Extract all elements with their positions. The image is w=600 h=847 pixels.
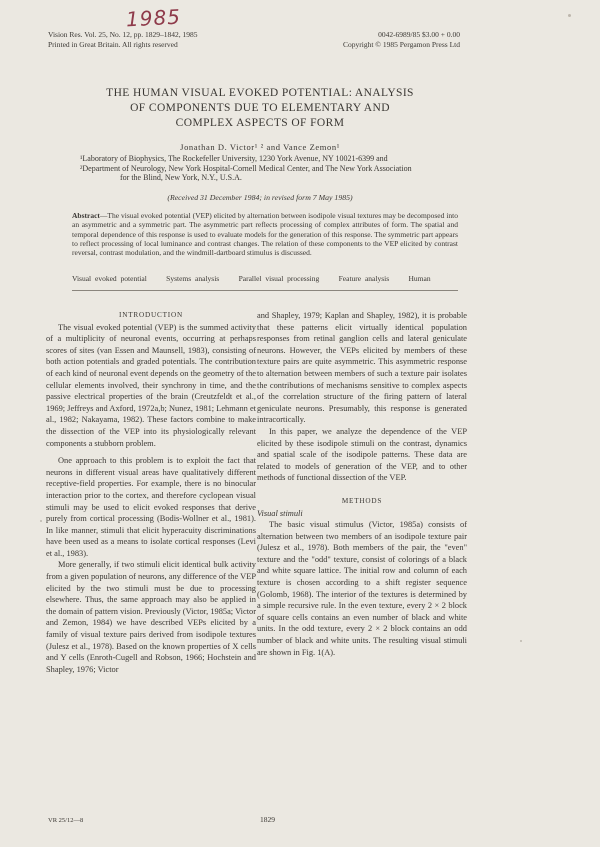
paragraph: and Shapley, 1979; Kaplan and Shapley, 1982), it is probable that these patterns elicit virtually identical population responses from retinal ganglion cells and lateral geniculate neurons. However, the VEPs elicited by members of these texture pairs are quite asymmetric. This asymmetric response to alternation between members of such a texture pair isolates the contributions of mechanisms sensitive to complex aspects of the correlation structure of the firing pattern of lateral geniculate neurons. Presumably, this response is generated intracortically. <box>257 311 467 425</box>
copyright-block <box>343 30 460 50</box>
affiliation-line: for the Blind, New York, N.Y., U.S.A. <box>120 173 242 182</box>
footer-code: VR 25/12—8 <box>48 817 84 824</box>
journal-printed-line: Printed in Great Britain. All rights reserved <box>48 40 178 49</box>
journal-citation-line: Vision Res. Vol. 25, No. 12, pp. 1829–1842, 1985 <box>48 30 198 39</box>
keyword: Feature analysis <box>338 274 390 283</box>
scan-speck <box>40 520 42 522</box>
affiliation-line: ¹Laboratory of Biophysics, The Rockefeller University, 1230 York Avenue, NY 10021-6399 and <box>80 154 388 163</box>
affiliations <box>80 154 445 183</box>
received-dates: (Received 31 December 1984; in revised form 7 May 1985) <box>167 193 353 202</box>
keyword: Systems analysis <box>166 274 220 283</box>
paragraph: The visual evoked potential (VEP) is the summed activity of a multiplicity of neuronal events, occurring at perhaps scores of sites (van Essen and Maunsell, 1983), consisting of both action potentials and graded potentials. The contribution of each kind of neuronal event depends on the geometry of the cellular elements involved, their synchrony in time, and the passive electrical properties of the brain (Creutzfeldt et al., 1969; Jeffreys and Axford, 1972a,b; Nunez, 1981; Lehmann et al., 1982; Nakayama, 1982). These factors combine to make the dissection of the VEP into its physiologically relevant components a stubborn problem. <box>46 322 256 448</box>
paragraph: More generally, if two stimuli elicit identical bulk activity from a given population of neurons, any difference of the VEP elicited by the two stimuli must be due to processing elsewhere. Thus, the same approach may also be applied in the domain of pattern vision. Previously (Victor, 1985a; Victor and Zemon, 1984) we have described VEPs elicited by a family of visual texture pairs derived from isodipole textures (Julesz et al., 1978). Based on the known properties of X cells and Y cells (Enroth-Cugell and Robson, 1966; Hochstein and Shapley, 1976; Victor <box>46 560 256 674</box>
paragraph: The basic visual stimulus (Victor, 1985a) consists of alternation between two members of an isodipole texture pair (Julesz et al., 1978). Both members of the pair, the "even" texture and the "odd" texture, consist of colorings of a black and white square lattice. The initial row and column of each texture is chosen according to a shift register sequence (Golomb, 1968). The interior of the textures is determined by a simple recursive rule. In the even texture, every 2 × 2 block of square cells contains an even number of black and white units. In the odd texture, every 2 × 2 block contains an odd number of black and white units. The resulting visual stimuli are shown in Fig. 1(A). <box>257 520 467 657</box>
keyword: Visual evoked potential <box>72 274 147 283</box>
issn-code: 0042-6989/85 $3.00 + 0.00 <box>378 30 460 39</box>
journal-citation <box>48 30 198 50</box>
abstract-text: —The visual evoked potential (VEP) elicited by alternation between isodipole visual textures may be decomposed into an asymmetric and a symmetric part. The asymmetric part reflects processing of complex attributes of form. The spatial and temporal dependence of this response is used to evaluate models for the generation of this response. The symmetric part appears to reflect processing of local luminance and contrast changes. The relation of these components to the VEP elicited by contrast reversal, contrast modulation, and the windmill-dartboard stimulus is discussed. <box>72 211 458 258</box>
visual-stimuli-subheading: Visual stimuli <box>257 508 303 518</box>
title-line: OF COMPONENTS DUE TO ELEMENTARY AND <box>130 102 390 114</box>
title-line: THE HUMAN VISUAL EVOKED POTENTIAL: ANALYSIS <box>106 87 414 99</box>
affiliation-line: ²Department of Neurology, New York Hospital-Cornell Medical Center, and The New York Association <box>80 163 412 173</box>
paper-title <box>60 86 460 131</box>
right-column <box>257 310 467 658</box>
handwritten-year-note: 1985 <box>125 4 182 32</box>
copyright-line: Copyright © 1985 Pergamon Press Ltd <box>342 40 460 49</box>
divider <box>72 290 458 291</box>
introduction-heading: INTRODUCTION <box>119 311 183 319</box>
abstract-label: Abstract <box>72 211 100 220</box>
paragraph: In this paper, we analyze the dependence of the VEP elicited by these isodipole stimuli on the contrast, dynamics and spatial scale of the isodipole patterns. These data are related to models of generation of the VEP, and to other methods of functional dissection of the VEP. <box>257 426 467 483</box>
keywords <box>72 274 472 283</box>
page-number: 1829 <box>260 815 275 824</box>
keyword: Human <box>408 274 431 283</box>
abstract <box>72 211 458 257</box>
scan-speck <box>520 640 522 642</box>
left-column <box>46 310 256 675</box>
methods-heading: METHODS <box>341 496 383 505</box>
scan-speck <box>568 14 571 17</box>
keyword: Parallel visual processing <box>238 274 320 283</box>
paragraph: One approach to this problem is to exploit the fact that neurons in different visual areas have qualitatively different receptive-field properties. For example, there is no binocular interaction prior to the cortex, and therefore cyclopean visual stimuli may be used to elicit evoked responses that derive purely from cortical processing (Bodis-Wollner et al., 1981). In like manner, stimuli that elicit hyperacuity discriminations have been used as a means to isolate cortical responses (Levi et al., 1983). <box>46 456 256 558</box>
author-line: Jonathan D. Victor¹ ² and Vance Zemon¹ <box>180 142 340 152</box>
title-line: COMPLEX ASPECTS OF FORM <box>175 117 345 129</box>
